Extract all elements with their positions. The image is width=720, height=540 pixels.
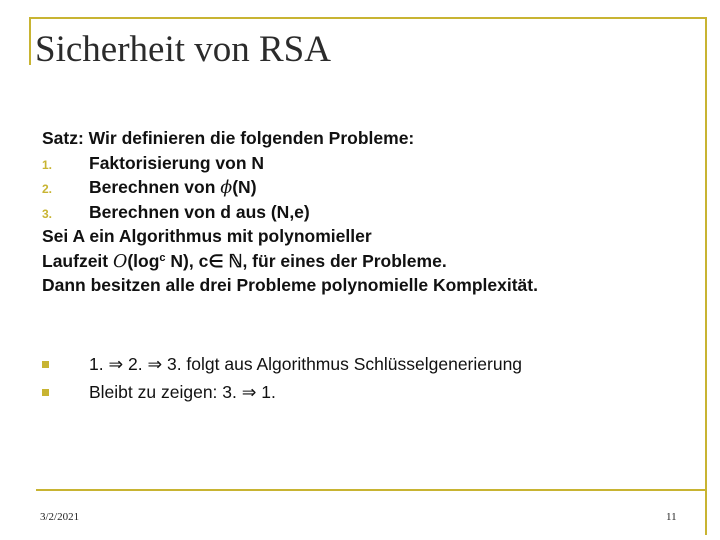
footer-date: 3/2/2021 [40, 511, 80, 523]
problem-text-pre: Berechnen von [89, 177, 221, 197]
frame-left-line [29, 17, 31, 65]
laufzeit-line [42, 249, 538, 274]
problem-item-2 [42, 175, 538, 200]
exponent-c: c [159, 251, 166, 264]
bullet-list [42, 350, 522, 406]
conclusion-line: Dann besitzen alle drei Probleme polynomielle Komplexität. [42, 275, 538, 295]
big-o-symbol: O [112, 251, 128, 272]
frame-top-line [30, 17, 707, 19]
bullet-item-2 [42, 378, 522, 406]
square-bullet-icon [42, 351, 89, 379]
page-number: 11 [666, 511, 677, 523]
algorithm-line: Sei A ein Algorithmus mit polynomieller [42, 226, 372, 246]
bullet-item-1 [42, 350, 522, 378]
laufzeit-post: N), c∈ ℕ, für eines der Probleme. [165, 250, 447, 271]
problem-item-3 [42, 200, 538, 225]
problem-number: 3. [42, 206, 53, 221]
slide-title: Sicherheit von RSA [35, 29, 331, 70]
phi-symbol: ϕ [220, 178, 233, 198]
bullet-text: 1. ⇒ 2. ⇒ 3. folgt aus Algorithmus Schlüsselgenerierung [89, 354, 523, 374]
problem-text: Berechnen von d aus (N,e) [89, 201, 310, 222]
problem-text: Faktorisierung von N [89, 152, 265, 173]
problem-number: 1. [42, 157, 53, 172]
bullet-text: Bleibt zu zeigen: 3. ⇒ 1. [89, 382, 276, 402]
laufzeit-pre: Laufzeit [42, 250, 113, 271]
problem-number: 2. [42, 182, 53, 196]
laufzeit-mid: (log [127, 250, 160, 271]
frame-bottom-line [36, 489, 707, 491]
problem-item-1 [42, 151, 538, 176]
frame-right-line [705, 17, 707, 535]
problem-text-post: (N) [232, 177, 257, 197]
theorem-block [42, 126, 538, 298]
square-bullet-icon [42, 379, 89, 407]
theorem-intro: Satz: Wir definieren die folgenden Probleme: [42, 128, 415, 148]
